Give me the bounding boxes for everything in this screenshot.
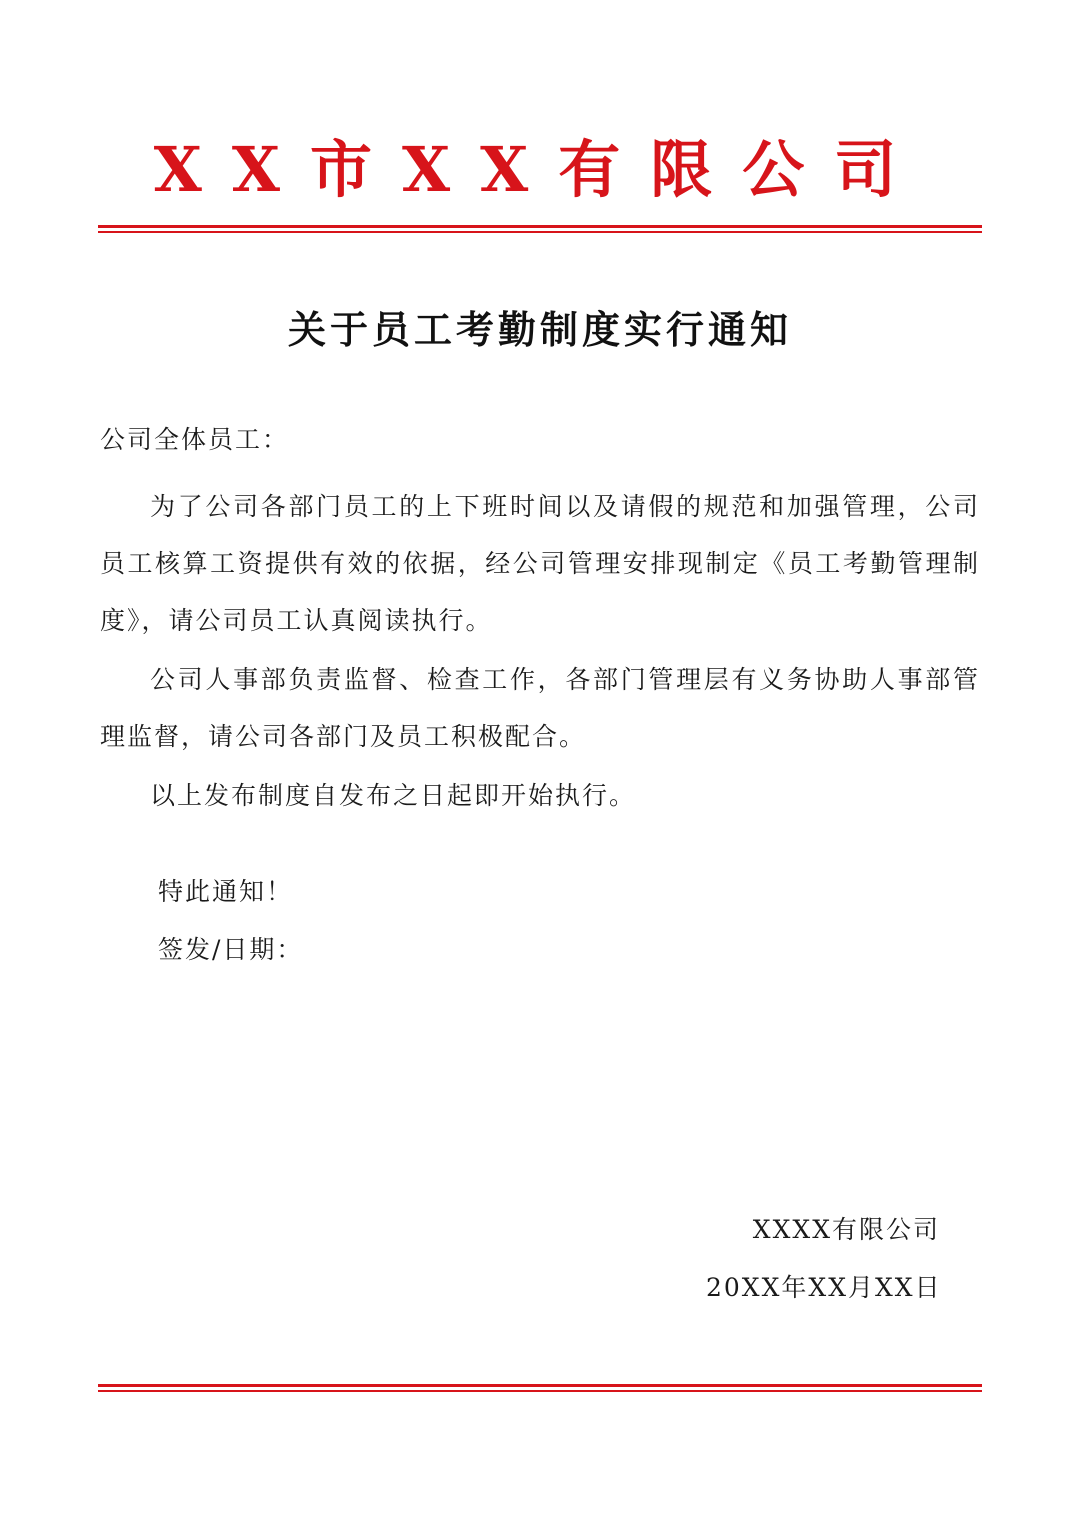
body-paragraph-3: 以上发布制度自发布之日起即开始执行。 xyxy=(150,781,637,810)
issuer-name: XXXX有限公司 xyxy=(752,1215,940,1244)
sign-date-label: 签发/日期： xyxy=(158,935,304,964)
footer-rule-bottom xyxy=(98,1390,982,1392)
letterhead-rule-bottom xyxy=(98,231,982,233)
notice-title: 关于员工考勤制度实行通知 xyxy=(287,307,792,352)
footer-rule-top xyxy=(98,1384,982,1387)
body-paragraph-2: 公司人事部负责监督、检查工作，各部门管理层有义务协助人事部管理监督，请公司各部门及员工积极配合。 xyxy=(100,665,980,751)
issue-date: 20XX年XX月XX日 xyxy=(706,1273,942,1302)
closing-line: 特此通知！ xyxy=(158,877,294,906)
salutation: 公司全体员工： xyxy=(100,425,290,454)
letterhead-company-name: XX市XX有限公司 xyxy=(153,133,927,206)
notice-body xyxy=(100,478,980,826)
letterhead-rule-top xyxy=(98,225,982,228)
body-paragraph-1: 为了公司各部门员工的上下班时间以及请假的规范和加强管理，公司员工核算工资提供有效的依据，经公司管理安排现制定《员工考勤管理制度》，请公司员工认真阅读执行。 xyxy=(100,492,980,635)
